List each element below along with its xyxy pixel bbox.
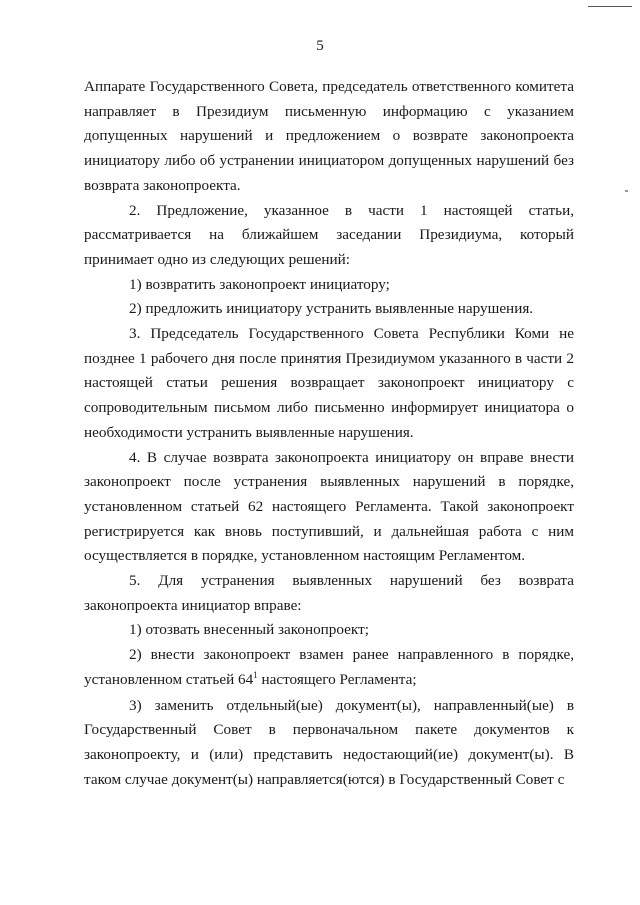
list-item-replace-bill-text: 2) внести законопроект взамен ранее направленного в порядке, установленном статьей 64 bbox=[84, 646, 574, 688]
list-item-return: 1) возвратить законопроект инициатору; bbox=[129, 275, 390, 293]
scan-edge-mark bbox=[625, 190, 628, 192]
list-item-withdraw: 1) отозвать внесенный законопроект; bbox=[129, 621, 369, 639]
list-item-fix: 2) предложить инициатору устранить выявленные нарушения. bbox=[129, 300, 534, 318]
paragraph-part-4: 4. В случае возврата законопроекта инициатору он вправе внести законопроект после устранения выявленных нарушений в порядке, установленном статьей 62 настоящего Регламента. Такой законопроект регистрируется как вновь поступивший, и дальнейшая работа с ним осуществляется в порядке, установленном настоящим Регламентом. bbox=[84, 448, 574, 565]
list-item-replace-documents: 3) заменить отдельный(ые) документ(ы), направленный(ые) в Государственный Совет в первоначальном пакете документов к законопроекту, и (или) представить недостающий(ие) документ(ы). В таком случае документ(ы) направляется(ются) в Государственный Совет с bbox=[84, 696, 574, 788]
list-item-replace-bill bbox=[84, 643, 574, 693]
paragraph-part-5: 5. Для устранения выявленных нарушений без возврата законопроекта инициатор вправе: bbox=[84, 572, 574, 614]
document-body bbox=[84, 75, 574, 792]
paragraph-continuation: Аппарате Государственного Совета, председатель ответственного комитета направляет в Президиум письменную информацию с указанием допущенных нарушений и предложением о возврате законопроекта инициатору либо об устранении инициатором допущенных нарушений без возврата законопроекта. bbox=[84, 78, 574, 194]
superscript-index: 1 bbox=[253, 669, 258, 680]
paragraph-part-2: 2. Предложение, указанное в части 1 настоящей статьи, рассматривается на ближайшем заседании Президиума, который принимает одно из следующих решений: bbox=[84, 201, 574, 268]
list-item-replace-bill-tail: настоящего Регламента; bbox=[257, 670, 417, 688]
corner-scan-line bbox=[588, 6, 632, 7]
page-number: 5 bbox=[316, 38, 324, 54]
paragraph-part-3: 3. Председатель Государственного Совета Республики Коми не позднее 1 рабочего дня после принятия Президиумом указанного в части 2 настоящей статьи решения возвращает законопроект инициатору с сопроводительным письмом либо письменно информирует инициатора о необходимости устранить выявленные нарушения. bbox=[84, 325, 574, 441]
